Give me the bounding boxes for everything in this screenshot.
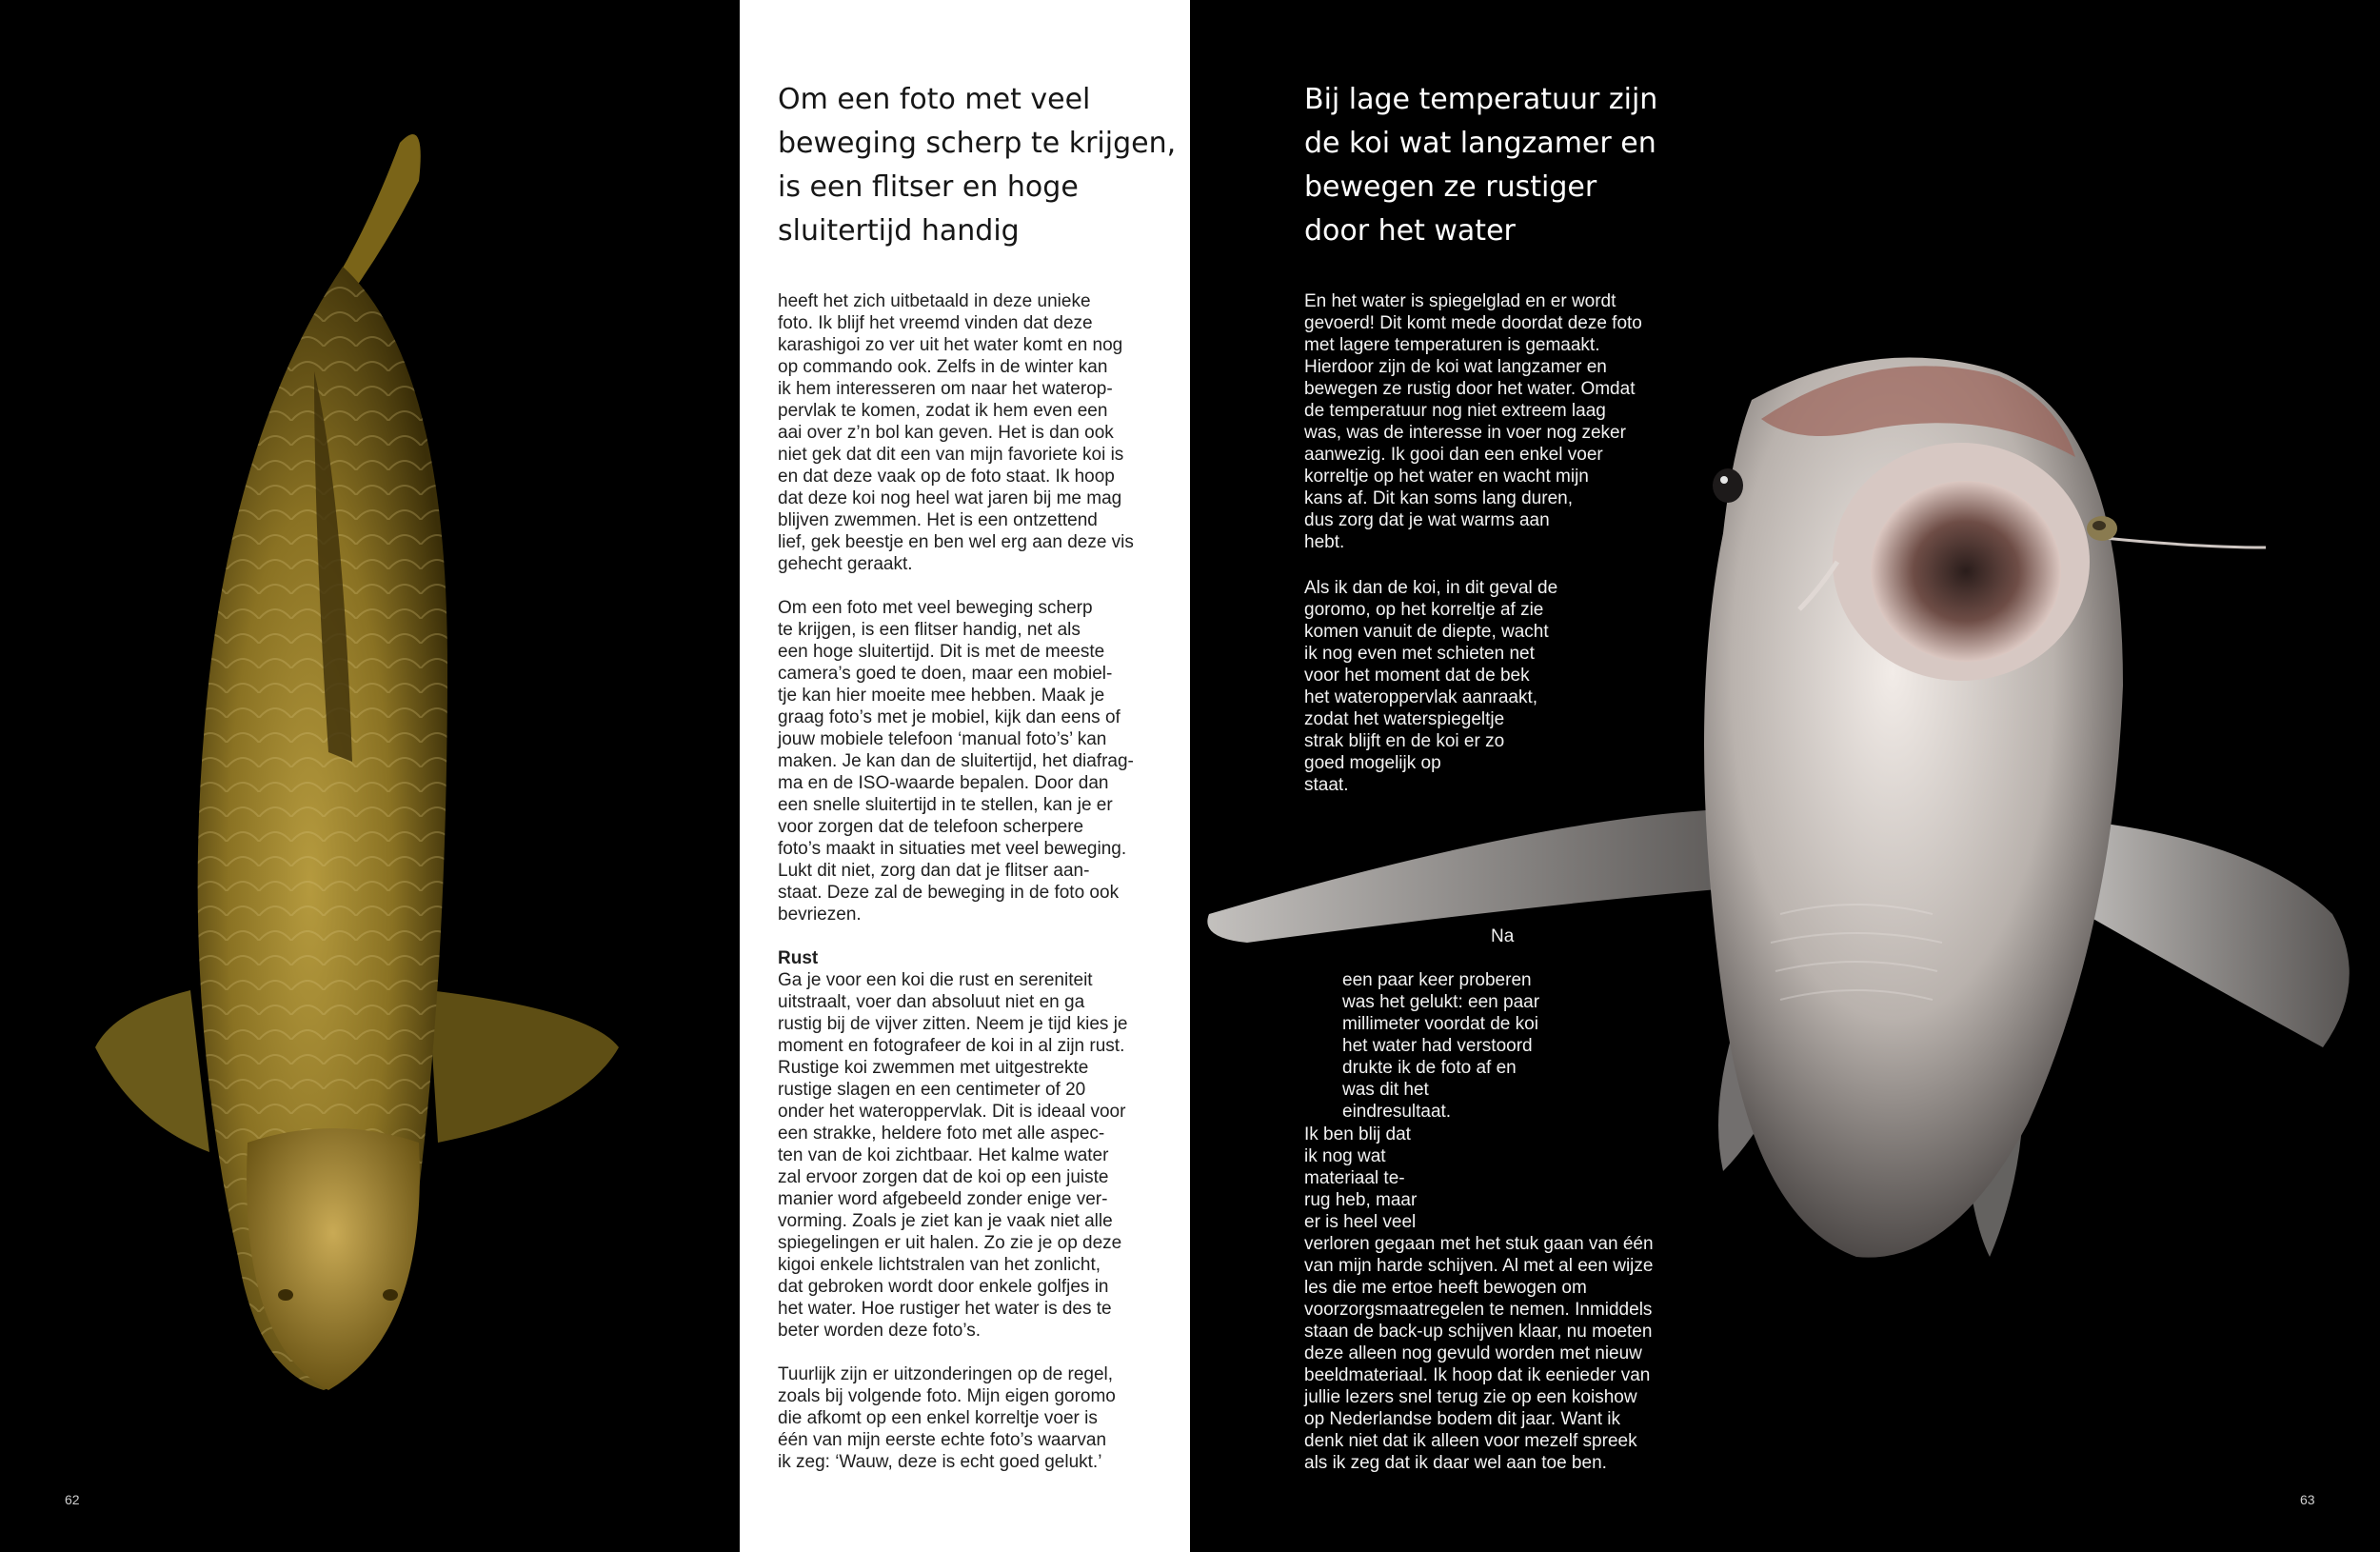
- right-paragraph-2: Als ik dan de koi, in dit geval de goromo, op het korreltje af zie komen vanuit de diepte, wacht ik nog even met schieten net voor het moment dat de bek het wateroppervlak aanraakt, zodat het waterspiegeltje strak blijft en de koi er zo goed mogelijk op staat.: [1304, 578, 1558, 795]
- middle-paragraph-4: Tuurlijk zijn er uitzonderingen op de regel, zoals bij volgende foto. Mijn eigen goromo die afkomt op een enkel korreltje voer is één van mijn eerste echte foto’s waarvan ik zeg: ‘Wauw, deze is echt goed gelukt.’: [778, 1364, 1116, 1472]
- page-number-left: 62: [65, 1492, 80, 1507]
- right-paragraph-4: verloren gegaan met het stuk gaan van één van mijn harde schijven. Al met al een wijze les die me ertoe heeft bewogen om voorzorgsmaatregelen te nemen. Inmiddels staan de back-up schijven klaar, nu moeten deze alleen nog gevuld worden met nieuw beeldmateriaal. Ik hoop dat ik eenieder van jullie lezers snel terug zie op een koishow op Nederlandse bodem dit jaar. Want ik denk niet dat ik alleen voor mezelf spreek als ik zeg dat ik daar wel aan toe ben.: [1304, 1234, 1654, 1473]
- middle-paragraph-2: Om een foto met veel beweging scherp te krijgen, is een flitser handig, net als een hoge sluitertijd. Dit is met de meeste camera’s goed te doen, maar een mobiel- tje kan hier moeite mee hebben. Maak je graag foto’s met je mobiel, kijk dan eens of jouw mobiele telefoon ‘manual foto’s’ kan maken. Je kan dan de sluitertijd, het diafrag- ma en de ISO-waarde bepalen. Door dan een snelle sluitertijd in te stellen, kan je er voor zorgen dat de telefoon scherpere foto’s maakt in situaties met veel beweging. Lukt dit niet, zorg dan dat je flitser aan- staat. Deze zal de beweging in de foto ook bevriezen.: [778, 598, 1134, 925]
- yellow-koi-photo: [0, 0, 740, 1552]
- middle-subheading: Rust: [778, 948, 819, 968]
- middle-headline: Om een foto met veel beweging scherp te krijgen, is een flitser en hoge sluitertijd handig: [778, 83, 1177, 248]
- left-page: [0, 0, 740, 1552]
- right-headline: Bij lage temperatuur zijn de koi wat langzamer en bewegen ze rustiger door het water: [1304, 83, 1658, 248]
- right-page: [1190, 0, 2380, 1552]
- middle-text-column: [740, 0, 1190, 1552]
- right-paragraph-3: [1304, 947, 1561, 1144]
- middle-body-text: [778, 290, 1168, 1495]
- right-paragraph-3-lead: Na: [1491, 926, 1515, 946]
- page-number-right: 63: [2300, 1492, 2315, 1507]
- right-paragraph-4-wrap: Ik ben blij dat ik nog wat materiaal te- rug heb, maar er is heel veel: [1304, 1124, 1418, 1232]
- middle-paragraph-3: Ga je voor een koi die rust en sereniteit uitstraalt, voer dan absoluut niet en ga rustig bij de vijver zitten. Neem je tijd kies je moment en fotografeer de koi in al zijn rust. Rustige koi zwemmen met uitgestrekte rustige slagen en een centimeter of 20 onder het wateroppervlak. Dit is ideaal voor een strakke, heldere foto met alle aspec- ten van de koi zichtbaar. Het kalme water zal ervoor zorgen dat de koi op een juiste manier word afgebeeld zonder enige ver- vorming. Zoals je ziet kan je vaak niet alle spiegelingen er uit halen. Zo zie je op deze kigoi enkele lichtstralen van het zonlicht, dat gebroken wordt door enkele golfjes in het water. Hoe rustiger het water is des te beter worden deze foto’s.: [778, 970, 1128, 1341]
- right-paragraph-3-text: een paar keer proberen was het gelukt: een paar millimeter voordat de koi het water had verstoord drukte ik de foto af en was dit het eindresultaat.: [1342, 970, 1540, 1122]
- middle-paragraph-1: heeft het zich uitbetaald in deze unieke foto. Ik blijf het vreemd vinden dat deze karashigoi zo ver uit het water komt en nog op commando ook. Zelfs in de winter kan ik hem interesseren om naar het waterop- pervlak te komen, zodat ik hem even een aai over z’n bol kan geven. Het is dan ook niet gek dat dit een van mijn favoriete koi is en dat deze vaak op de foto staat. Ik hoop dat deze koi nog heel wat jaren bij me mag blijven zwemmen. Het is een ontzettend lief, gek beestje en ben wel erg aan deze vis gehecht geraakt.: [778, 291, 1134, 574]
- right-paragraph-1: En het water is spiegelglad en er wordt gevoerd! Dit komt mede doordat deze foto met lagere temperaturen is gemaakt. Hierdoor zijn de koi wat langzamer en bewegen ze rustig door het water. Omdat de temperatuur nog niet extreem laag was, was de interesse in voer nog zeker aanwezig. Ik gooi dan een enkel voer korreltje op het water en wacht mijn kans af. Dit kan soms lang duren, dus zorg dat je wat warms aan hebt.: [1304, 291, 1642, 552]
